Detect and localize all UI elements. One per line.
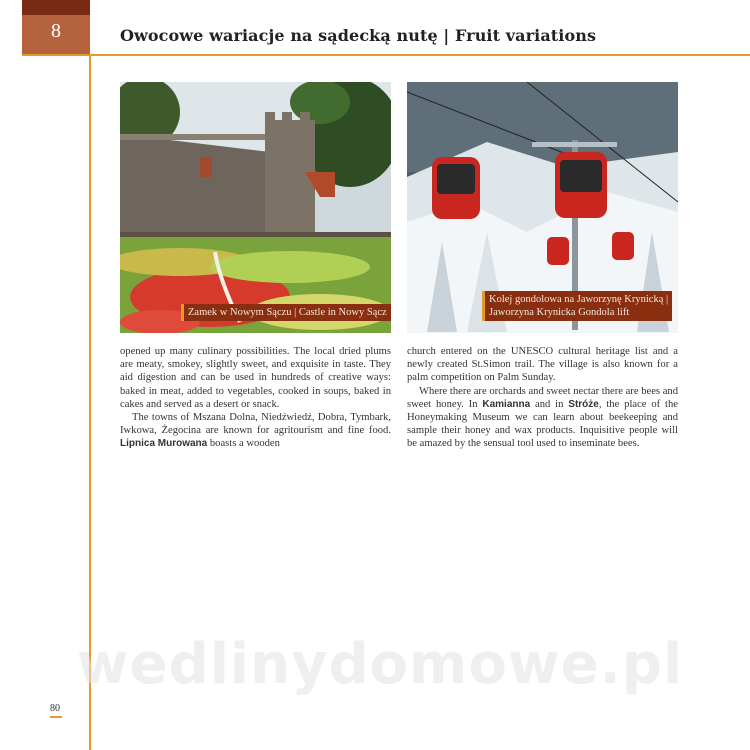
castle-image — [120, 82, 391, 333]
castle-photo — [120, 82, 391, 333]
text-run: , the place of the Honeymaking Museum we can learn about beekeeping and sample their honey and wax products. Inquisitive people will be amazed by the sensual tool used to inseminate bees. — [407, 398, 678, 450]
paragraph: church entered on the UNESCO cultural heritage list and a newly created St.Simon trail. The village is also known for a palm competition on Palm Sunday. — [407, 346, 678, 384]
castle-photo-caption: Zamek w Nowym Sączu | Castle in Nowy Sącz — [181, 304, 391, 321]
text-run: The towns of Mszana Dolna, Niedźwiedź, Dobra, Tymbark, Iwkowa, Żegocina are known for agritourism and fine food. — [120, 412, 391, 437]
left-text-column — [120, 345, 391, 451]
paragraph: opened up many culinary possibilities. The local dried plums are meaty, smokey, slightly sweet, and exquisite in taste. They aid digestion and can be used in hundreds of creative ways: baked in meat, added to vegetables, cooked in soups, baked in cakes and served as a desert or snack. — [120, 346, 391, 410]
text-run: and in — [530, 398, 569, 410]
header-divider — [22, 54, 750, 56]
text-run: Where there are orchards and sweet nectar there are bees and sweet honey. In — [407, 385, 678, 410]
chapter-box-top-band — [22, 0, 90, 15]
bold-place-name: Kamianna — [482, 398, 531, 410]
bold-place-name: Lipnica Murowana — [120, 438, 208, 450]
page-title: Owocowe wariacje na sądecką nutę | Fruit variations — [120, 26, 597, 45]
page-number: 80 — [50, 703, 60, 714]
chapter-number-box — [22, 0, 90, 55]
gondola-photo-caption — [482, 291, 672, 321]
text-run: boasts a wooden — [207, 438, 280, 450]
right-text-column — [407, 345, 678, 451]
gondola-caption-line1: Kolej gondolowa na Jaworzynę Krynicką | — [489, 294, 669, 305]
chapter-number: 8 — [51, 20, 61, 42]
paragraph — [407, 385, 678, 451]
bold-place-name: Stróże — [568, 398, 599, 410]
gondola-photo — [407, 82, 678, 333]
gondola-caption-line2: Jaworzyna Krynicka Gondola lift — [489, 307, 630, 318]
watermark: wedlinydomowe.pl — [76, 632, 684, 697]
paragraph — [120, 411, 391, 451]
page-number-underline — [50, 716, 62, 718]
